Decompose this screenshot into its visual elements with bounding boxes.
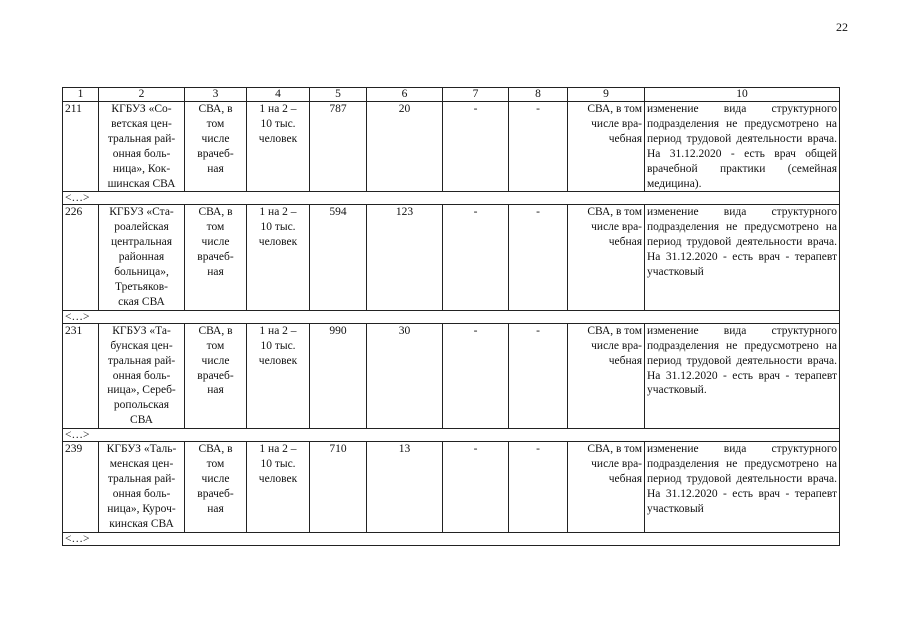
row-number: 239 <box>63 442 99 532</box>
value-cell-8: - <box>509 205 568 310</box>
organization-cell: КГБУЗ «Ста- роалейская центральная районная больница», Третьяков- ская СВА <box>99 205 185 310</box>
value-cell-6: 13 <box>367 442 443 532</box>
planned-type-cell: СВА, в том числе вра- чебная <box>568 102 645 192</box>
value-cell-5: 990 <box>310 323 367 428</box>
header-cell-10: 10 <box>645 88 840 102</box>
norm-cell: 1 на 2 – 10 тыс. человек <box>247 323 310 428</box>
gap-marker: <…> <box>63 532 840 545</box>
row-number: 211 <box>63 102 99 192</box>
note-cell: изменение вида структурного подразделения не предусмотрено на период трудовой деятельности врача. На 31.12.2020 - есть врач общей врачебной практики (семейная медицина). <box>645 102 840 192</box>
note-cell: изменение вида структурного подразделения не предусмотрено на период трудовой деятельности врача. На 31.12.2020 - есть врач - терапевт участковый <box>645 205 840 310</box>
value-cell-7: - <box>443 102 509 192</box>
norm-cell: 1 на 2 – 10 тыс. человек <box>247 442 310 532</box>
gap-row <box>63 310 840 323</box>
unit-type-cell: СВА, в том числе врачеб- ная <box>185 442 247 532</box>
unit-type-cell: СВА, в том числе врачеб- ная <box>185 205 247 310</box>
planned-type-cell: СВА, в том числе вра- чебная <box>568 323 645 428</box>
value-cell-5: 710 <box>310 442 367 532</box>
organization-cell: КГБУЗ «Со- ветская цен- тральная рай- онная боль- ница», Кок- шинская СВА <box>99 102 185 192</box>
norm-cell: 1 на 2 – 10 тыс. человек <box>247 102 310 192</box>
document-table <box>62 87 840 546</box>
value-cell-6: 20 <box>367 102 443 192</box>
header-cell-4: 4 <box>247 88 310 102</box>
row-number: 231 <box>63 323 99 428</box>
norm-cell: 1 на 2 – 10 тыс. человек <box>247 205 310 310</box>
header-cell-9: 9 <box>568 88 645 102</box>
value-cell-5: 594 <box>310 205 367 310</box>
value-cell-8: - <box>509 442 568 532</box>
table-row <box>63 323 840 428</box>
value-cell-7: - <box>443 323 509 428</box>
table-row <box>63 102 840 192</box>
value-cell-6: 30 <box>367 323 443 428</box>
row-number: 226 <box>63 205 99 310</box>
note-cell: изменение вида структурного подразделения не предусмотрено на период трудовой деятельности врача. На 31.12.2020 - есть врач - терапевт участковый. <box>645 323 840 428</box>
gap-row <box>63 532 840 545</box>
unit-type-cell: СВА, в том числе врачеб- ная <box>185 102 247 192</box>
planned-type-cell: СВА, в том числе вра- чебная <box>568 442 645 532</box>
note-cell: изменение вида структурного подразделения не предусмотрено на период трудовой деятельности врача. На 31.12.2020 - есть врач - терапевт участковый <box>645 442 840 532</box>
organization-cell: КГБУЗ «Таль- менская цен- тральная рай- онная боль- ница», Куроч- кинская СВА <box>99 442 185 532</box>
header-cell-3: 3 <box>185 88 247 102</box>
value-cell-8: - <box>509 323 568 428</box>
header-cell-5: 5 <box>310 88 367 102</box>
header-cell-7: 7 <box>443 88 509 102</box>
header-row <box>63 88 840 102</box>
value-cell-7: - <box>443 442 509 532</box>
header-cell-1: 1 <box>63 88 99 102</box>
header-cell-2: 2 <box>99 88 185 102</box>
gap-marker: <…> <box>63 310 840 323</box>
gap-marker: <…> <box>63 429 840 442</box>
value-cell-7: - <box>443 205 509 310</box>
planned-type-cell: СВА, в том числе вра- чебная <box>568 205 645 310</box>
gap-marker: <…> <box>63 192 840 205</box>
gap-row <box>63 192 840 205</box>
value-cell-5: 787 <box>310 102 367 192</box>
page-number: 22 <box>836 20 848 34</box>
table-row <box>63 442 840 532</box>
organization-cell: КГБУЗ «Та- бунская цен- тральная рай- онная боль- ница», Сереб- ропольская СВА <box>99 323 185 428</box>
unit-type-cell: СВА, в том числе врачеб- ная <box>185 323 247 428</box>
gap-row <box>63 429 840 442</box>
header-cell-8: 8 <box>509 88 568 102</box>
header-cell-6: 6 <box>367 88 443 102</box>
value-cell-6: 123 <box>367 205 443 310</box>
table-row <box>63 205 840 310</box>
value-cell-8: - <box>509 102 568 192</box>
